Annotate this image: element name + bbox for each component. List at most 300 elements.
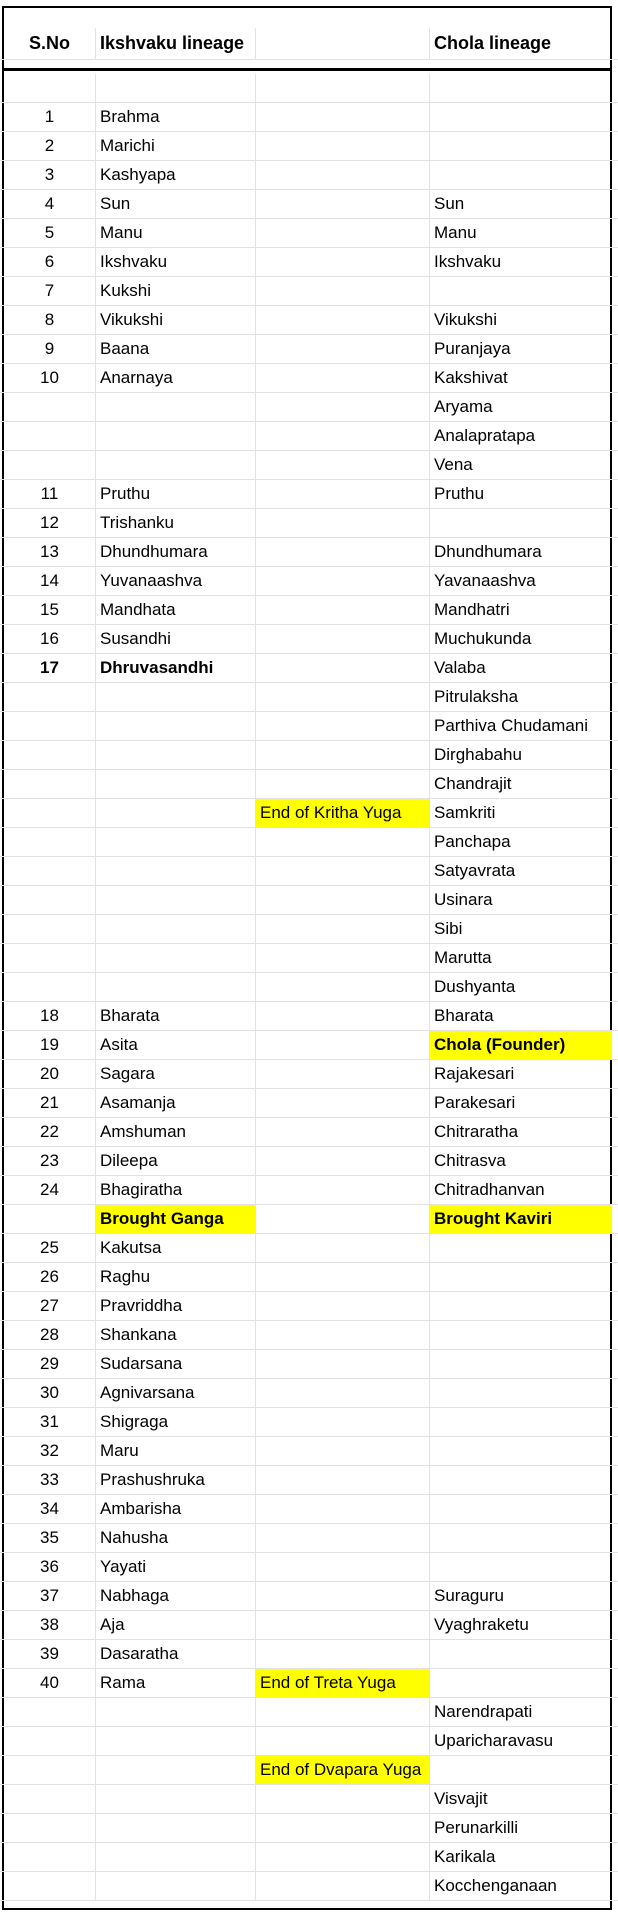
cell-chola[interactable] xyxy=(430,1408,612,1436)
table-row xyxy=(0,567,618,596)
table-row xyxy=(0,857,618,886)
cell-note[interactable] xyxy=(256,1727,430,1755)
cell-ikshvaku[interactable]: Sagara xyxy=(96,1060,256,1088)
table-row xyxy=(0,1437,618,1466)
cell-sno[interactable]: 31 xyxy=(4,1408,96,1436)
cell-chola[interactable] xyxy=(430,1234,612,1262)
cell-note[interactable] xyxy=(256,132,430,160)
cell-note[interactable] xyxy=(256,1640,430,1668)
cell-note[interactable] xyxy=(256,857,430,885)
cell-chola[interactable]: Analapratapa xyxy=(434,426,536,445)
cell-chola[interactable]: Vikukshi xyxy=(434,310,497,329)
cell-chola[interactable]: Satyavrata xyxy=(434,861,516,880)
cell-ikshvaku[interactable]: Kakutsa xyxy=(96,1234,256,1262)
cell-ikshvaku[interactable]: Brahma xyxy=(96,103,256,131)
cell-sno[interactable]: 30 xyxy=(4,1379,96,1407)
cell-note[interactable] xyxy=(256,1553,430,1581)
cell-note[interactable] xyxy=(256,915,430,943)
table-row xyxy=(0,1350,618,1379)
table-row xyxy=(0,1698,618,1727)
cell-sno[interactable]: 35 xyxy=(4,1524,96,1552)
cell-note[interactable] xyxy=(256,1350,430,1378)
cell-chola[interactable]: Ikshvaku xyxy=(434,252,502,271)
cell-note[interactable]: End of Dvapara Yuga xyxy=(256,1756,430,1784)
cell-sno[interactable] xyxy=(4,1814,96,1842)
cell-ikshvaku[interactable] xyxy=(96,915,256,943)
cell-sno[interactable]: 40 xyxy=(4,1669,96,1697)
cell-ikshvaku[interactable] xyxy=(96,973,256,1001)
cell-note[interactable] xyxy=(256,1872,430,1900)
cell-note[interactable] xyxy=(256,190,430,218)
table-row xyxy=(0,1205,618,1234)
cell-note[interactable] xyxy=(256,625,430,653)
table-row xyxy=(0,1611,618,1640)
cell-ikshvaku[interactable] xyxy=(96,451,256,479)
cell-ikshvaku[interactable] xyxy=(96,1756,256,1784)
cell-chola[interactable]: Kocchenganaan xyxy=(434,1876,557,1895)
cell-sno[interactable] xyxy=(4,1872,96,1900)
cell-ikshvaku[interactable]: Dileepa xyxy=(96,1147,256,1175)
table-row xyxy=(0,1234,618,1263)
cell-chola[interactable] xyxy=(430,1321,612,1349)
cell-sno[interactable]: 33 xyxy=(4,1466,96,1494)
cell-note[interactable] xyxy=(256,248,430,276)
cell-ikshvaku[interactable] xyxy=(96,1698,256,1726)
cell-note[interactable] xyxy=(256,654,430,682)
cell-sno[interactable] xyxy=(4,973,96,1001)
cell-note[interactable] xyxy=(256,828,430,856)
table-row xyxy=(0,335,618,364)
cell-ikshvaku[interactable] xyxy=(96,741,256,769)
cell-chola[interactable]: Karikala xyxy=(434,1847,496,1866)
cell-ikshvaku[interactable] xyxy=(96,74,256,102)
table-row xyxy=(0,1756,618,1785)
cell-note[interactable] xyxy=(256,944,430,972)
cell-sno[interactable] xyxy=(4,1785,96,1813)
cell-chola[interactable]: Aryama xyxy=(434,397,493,416)
table-row xyxy=(0,1379,618,1408)
cell-note[interactable] xyxy=(256,306,430,334)
cell-note[interactable]: End of Treta Yuga xyxy=(256,1669,430,1697)
cell-note[interactable] xyxy=(256,741,430,769)
cell-sno[interactable]: 16 xyxy=(4,625,96,653)
cell-chola[interactable]: Chola (Founder) xyxy=(430,1031,612,1059)
cell-sno[interactable] xyxy=(4,422,96,450)
table-row xyxy=(0,364,618,393)
header-sno[interactable]: S.No xyxy=(4,28,96,59)
cell-sno[interactable]: 18 xyxy=(4,1002,96,1030)
cell-note[interactable] xyxy=(256,1495,430,1523)
table-row xyxy=(0,1640,618,1669)
cell-chola[interactable]: Sun xyxy=(434,194,465,213)
cell-chola[interactable]: Yavanaashva xyxy=(434,571,536,590)
cell-ikshvaku[interactable] xyxy=(96,712,256,740)
cell-ikshvaku[interactable]: Sudarsana xyxy=(96,1350,256,1378)
cell-sno[interactable] xyxy=(4,741,96,769)
cell-ikshvaku[interactable]: Shigraga xyxy=(96,1408,256,1436)
cell-sno[interactable]: 25 xyxy=(4,1234,96,1262)
cell-ikshvaku[interactable]: Raghu xyxy=(96,1263,256,1291)
cell-note[interactable] xyxy=(256,161,430,189)
cell-chola[interactable]: Suraguru xyxy=(434,1586,504,1605)
cell-ikshvaku[interactable] xyxy=(96,944,256,972)
table-row xyxy=(0,828,618,857)
cell-chola[interactable]: Muchukunda xyxy=(434,629,532,648)
cell-chola[interactable] xyxy=(430,1553,612,1581)
cell-note[interactable] xyxy=(256,538,430,566)
cell-sno[interactable] xyxy=(4,886,96,914)
table-row xyxy=(0,770,618,799)
cell-note[interactable] xyxy=(256,219,430,247)
cell-sno[interactable] xyxy=(4,944,96,972)
cell-ikshvaku[interactable]: Mandhata xyxy=(96,596,256,624)
cell-chola[interactable]: Brought Kaviri xyxy=(430,1205,612,1233)
cell-chola[interactable]: Chitrasva xyxy=(434,1151,506,1170)
header-ikshvaku-lineage[interactable]: Ikshvaku lineage xyxy=(96,28,256,59)
cell-ikshvaku[interactable]: Asita xyxy=(96,1031,256,1059)
cell-chola[interactable]: Visvajit xyxy=(434,1789,488,1808)
cell-chola[interactable] xyxy=(430,1640,612,1668)
table-row xyxy=(0,1321,618,1350)
cell-note[interactable] xyxy=(256,422,430,450)
cell-ikshvaku[interactable]: Pruthu xyxy=(96,480,256,508)
table-row xyxy=(0,1872,618,1901)
cell-note[interactable] xyxy=(256,1785,430,1813)
table-row xyxy=(0,1466,618,1495)
cell-note[interactable] xyxy=(256,509,430,537)
cell-sno[interactable]: 2 xyxy=(4,132,96,160)
cell-sno[interactable] xyxy=(4,857,96,885)
cell-ikshvaku[interactable] xyxy=(96,1785,256,1813)
cell-sno[interactable] xyxy=(4,799,96,827)
cell-chola[interactable]: Manu xyxy=(434,223,477,242)
table-row xyxy=(0,1176,618,1205)
cell-chola[interactable]: Dhundhumara xyxy=(434,542,542,561)
cell-chola[interactable] xyxy=(430,1466,612,1494)
cell-note[interactable] xyxy=(256,1611,430,1639)
cell-note[interactable] xyxy=(256,1031,430,1059)
table-row xyxy=(0,1727,618,1756)
cell-note[interactable] xyxy=(256,886,430,914)
cell-sno[interactable]: 3 xyxy=(4,161,96,189)
cell-chola[interactable]: Sibi xyxy=(434,919,463,938)
cell-chola[interactable] xyxy=(430,1524,612,1552)
cell-chola[interactable] xyxy=(430,277,612,305)
table-row xyxy=(0,1524,618,1553)
cell-sno[interactable] xyxy=(4,451,96,479)
table-row xyxy=(0,973,618,1002)
cell-sno[interactable] xyxy=(4,74,96,102)
cell-note[interactable] xyxy=(256,1118,430,1146)
cell-chola[interactable]: Narendrapati xyxy=(434,1702,533,1721)
cell-sno[interactable] xyxy=(4,393,96,421)
cell-ikshvaku[interactable]: Nabhaga xyxy=(96,1582,256,1610)
header-middle[interactable] xyxy=(256,28,430,59)
cell-note[interactable] xyxy=(256,1843,430,1871)
cell-chola[interactable] xyxy=(430,1379,612,1407)
cell-sno[interactable] xyxy=(4,770,96,798)
cell-chola[interactable]: Marutta xyxy=(434,948,492,967)
cell-sno[interactable] xyxy=(4,712,96,740)
cell-sno[interactable]: 4 xyxy=(4,190,96,218)
cell-note[interactable] xyxy=(256,1089,430,1117)
cell-chola[interactable]: Uparicharavasu xyxy=(434,1731,554,1750)
cell-ikshvaku[interactable]: Maru xyxy=(96,1437,256,1465)
cell-ikshvaku[interactable]: Bhagiratha xyxy=(96,1176,256,1204)
cell-chola[interactable]: Pruthu xyxy=(434,484,485,503)
cell-ikshvaku[interactable]: Baana xyxy=(96,335,256,363)
cell-note[interactable] xyxy=(256,480,430,508)
cell-sno[interactable]: 10 xyxy=(4,364,96,392)
cell-ikshvaku[interactable]: Dasaratha xyxy=(96,1640,256,1668)
table-row xyxy=(0,74,618,103)
cell-chola[interactable]: Samkriti xyxy=(434,803,496,822)
table-row xyxy=(0,248,618,277)
cell-sno[interactable]: 28 xyxy=(4,1321,96,1349)
cell-chola[interactable] xyxy=(430,161,612,189)
cell-ikshvaku[interactable]: Agnivarsana xyxy=(96,1379,256,1407)
cell-note[interactable] xyxy=(256,712,430,740)
cell-sno[interactable]: 8 xyxy=(4,306,96,334)
cell-ikshvaku[interactable] xyxy=(96,857,256,885)
cell-ikshvaku[interactable]: Vikukshi xyxy=(96,306,256,334)
cell-ikshvaku[interactable]: Anarnaya xyxy=(96,364,256,392)
cell-chola[interactable]: Usinara xyxy=(434,890,493,909)
header-divider xyxy=(4,68,610,71)
cell-sno[interactable] xyxy=(4,828,96,856)
cell-note[interactable] xyxy=(256,451,430,479)
cell-ikshvaku[interactable]: Bharata xyxy=(96,1002,256,1030)
cell-sno[interactable]: 14 xyxy=(4,567,96,595)
cell-sno[interactable]: 1 xyxy=(4,103,96,131)
cell-ikshvaku[interactable]: Dhundhumara xyxy=(96,538,256,566)
cell-ikshvaku[interactable]: Manu xyxy=(96,219,256,247)
cell-chola[interactable]: Kakshivat xyxy=(434,368,508,387)
table-row xyxy=(0,1669,618,1698)
cell-note[interactable]: End of Kritha Yuga xyxy=(256,799,430,827)
table-row xyxy=(0,1089,618,1118)
cell-ikshvaku[interactable] xyxy=(96,1872,256,1900)
cell-sno[interactable]: 39 xyxy=(4,1640,96,1668)
table-row xyxy=(0,1118,618,1147)
cell-note[interactable] xyxy=(256,1321,430,1349)
table-row xyxy=(0,1495,618,1524)
cell-sno[interactable]: 21 xyxy=(4,1089,96,1117)
cell-sno[interactable]: 20 xyxy=(4,1060,96,1088)
cell-note[interactable] xyxy=(256,1524,430,1552)
cell-sno[interactable]: 19 xyxy=(4,1031,96,1059)
cell-sno[interactable]: 17 xyxy=(4,654,96,682)
cell-ikshvaku[interactable]: Trishanku xyxy=(96,509,256,537)
cell-note[interactable] xyxy=(256,335,430,363)
cell-chola[interactable]: Dushyanta xyxy=(434,977,516,996)
cell-chola[interactable]: Dirghabahu xyxy=(434,745,522,764)
cell-ikshvaku[interactable]: Kashyapa xyxy=(96,161,256,189)
cell-note[interactable] xyxy=(256,683,430,711)
cell-chola[interactable] xyxy=(430,1495,612,1523)
cell-chola[interactable] xyxy=(430,132,612,160)
cell-sno[interactable]: 37 xyxy=(4,1582,96,1610)
cell-ikshvaku[interactable]: Amshuman xyxy=(96,1118,256,1146)
table-row xyxy=(0,480,618,509)
cell-ikshvaku[interactable]: Yayati xyxy=(96,1553,256,1581)
cell-ikshvaku[interactable]: Prashushruka xyxy=(96,1466,256,1494)
cell-note[interactable] xyxy=(256,1060,430,1088)
cell-chola[interactable] xyxy=(430,1263,612,1291)
cell-chola[interactable] xyxy=(430,1292,612,1320)
table-row xyxy=(0,161,618,190)
cell-note[interactable] xyxy=(256,596,430,624)
cell-ikshvaku[interactable] xyxy=(96,799,256,827)
cell-sno[interactable]: 26 xyxy=(4,1263,96,1291)
cell-ikshvaku[interactable] xyxy=(96,1843,256,1871)
cell-ikshvaku[interactable]: Kukshi xyxy=(96,277,256,305)
cell-sno[interactable] xyxy=(4,1698,96,1726)
cell-ikshvaku[interactable]: Dhruvasandhi xyxy=(96,654,256,682)
cell-sno[interactable] xyxy=(4,915,96,943)
table-row xyxy=(0,1553,618,1582)
cell-note[interactable] xyxy=(256,1408,430,1436)
cell-ikshvaku[interactable]: Asamanja xyxy=(96,1089,256,1117)
cell-sno[interactable]: 12 xyxy=(4,509,96,537)
cell-note[interactable] xyxy=(256,1205,430,1233)
cell-ikshvaku[interactable]: Sun xyxy=(96,190,256,218)
cell-ikshvaku[interactable]: Marichi xyxy=(96,132,256,160)
cell-sno[interactable]: 7 xyxy=(4,277,96,305)
cell-ikshvaku[interactable] xyxy=(96,683,256,711)
cell-ikshvaku[interactable]: Aja xyxy=(96,1611,256,1639)
cell-sno[interactable] xyxy=(4,683,96,711)
cell-chola[interactable]: Vena xyxy=(434,455,473,474)
cell-ikshvaku[interactable] xyxy=(96,1727,256,1755)
cell-ikshvaku[interactable]: Nahusha xyxy=(96,1524,256,1552)
cell-ikshvaku[interactable]: Pravriddha xyxy=(96,1292,256,1320)
cell-note[interactable] xyxy=(256,1814,430,1842)
cell-note[interactable] xyxy=(256,770,430,798)
cell-ikshvaku[interactable] xyxy=(96,828,256,856)
table-row xyxy=(0,1582,618,1611)
cell-sno[interactable]: 29 xyxy=(4,1350,96,1378)
table-row xyxy=(0,915,618,944)
cell-note[interactable] xyxy=(256,1234,430,1262)
cell-chola[interactable]: Parakesari xyxy=(434,1093,516,1112)
cell-note[interactable] xyxy=(256,1379,430,1407)
cell-sno[interactable] xyxy=(4,1843,96,1871)
cell-note[interactable] xyxy=(256,973,430,1001)
cell-sno[interactable]: 5 xyxy=(4,219,96,247)
header-chola-lineage[interactable]: Chola lineage xyxy=(434,33,552,53)
cell-chola[interactable]: Parthiva Chudamani xyxy=(434,716,589,735)
cell-note[interactable] xyxy=(256,1437,430,1465)
cell-note[interactable] xyxy=(256,393,430,421)
cell-note[interactable] xyxy=(256,1698,430,1726)
table-row xyxy=(0,422,618,451)
cell-sno[interactable] xyxy=(4,1727,96,1755)
table-row xyxy=(0,538,618,567)
cell-ikshvaku[interactable]: Shankana xyxy=(96,1321,256,1349)
table-row xyxy=(0,596,618,625)
cell-chola[interactable]: Mandhatri xyxy=(434,600,510,619)
cell-chola[interactable] xyxy=(430,74,612,102)
cell-chola[interactable] xyxy=(430,103,612,131)
cell-note[interactable] xyxy=(256,364,430,392)
cell-ikshvaku[interactable] xyxy=(96,1814,256,1842)
table-row xyxy=(0,886,618,915)
cell-sno[interactable]: 32 xyxy=(4,1437,96,1465)
cell-note[interactable] xyxy=(256,1147,430,1175)
cell-sno[interactable]: 13 xyxy=(4,538,96,566)
cell-sno[interactable] xyxy=(4,1756,96,1784)
cell-sno[interactable]: 34 xyxy=(4,1495,96,1523)
cell-ikshvaku[interactable] xyxy=(96,770,256,798)
cell-note[interactable] xyxy=(256,1263,430,1291)
cell-note[interactable] xyxy=(256,567,430,595)
cell-chola[interactable] xyxy=(430,1437,612,1465)
cell-note[interactable] xyxy=(256,1466,430,1494)
cell-chola[interactable]: Rajakesari xyxy=(434,1064,515,1083)
cell-note[interactable] xyxy=(256,1176,430,1204)
cell-chola[interactable]: Chitradhanvan xyxy=(434,1180,545,1199)
cell-note[interactable] xyxy=(256,277,430,305)
cell-chola[interactable]: Chitraratha xyxy=(434,1122,519,1141)
cell-chola[interactable] xyxy=(430,509,612,537)
cell-ikshvaku[interactable]: Ikshvaku xyxy=(96,248,256,276)
cell-sno[interactable]: 27 xyxy=(4,1292,96,1320)
cell-sno[interactable]: 23 xyxy=(4,1147,96,1175)
cell-chola[interactable]: Puranjaya xyxy=(434,339,511,358)
cell-sno[interactable]: 11 xyxy=(4,480,96,508)
cell-chola[interactable]: Bharata xyxy=(434,1006,494,1025)
table-row xyxy=(0,306,618,335)
cell-chola[interactable]: Chandrajit xyxy=(434,774,512,793)
cell-ikshvaku[interactable]: Brought Ganga xyxy=(96,1205,256,1233)
cell-note[interactable] xyxy=(256,103,430,131)
cell-ikshvaku[interactable]: Ambarisha xyxy=(96,1495,256,1523)
table-row xyxy=(0,103,618,132)
cell-sno[interactable] xyxy=(4,1205,96,1233)
cell-ikshvaku[interactable] xyxy=(96,886,256,914)
cell-chola[interactable]: Perunarkilli xyxy=(434,1818,519,1837)
cell-sno[interactable]: 22 xyxy=(4,1118,96,1146)
cell-ikshvaku[interactable] xyxy=(96,393,256,421)
cell-sno[interactable]: 9 xyxy=(4,335,96,363)
cell-chola[interactable] xyxy=(430,1669,612,1697)
cell-note[interactable] xyxy=(256,1002,430,1030)
cell-sno[interactable]: 15 xyxy=(4,596,96,624)
cell-note[interactable] xyxy=(256,74,430,102)
cell-sno[interactable]: 6 xyxy=(4,248,96,276)
cell-sno[interactable]: 36 xyxy=(4,1553,96,1581)
cell-chola[interactable]: Valaba xyxy=(434,658,486,677)
cell-chola[interactable]: Vyaghraketu xyxy=(434,1615,529,1634)
cell-note[interactable] xyxy=(256,1582,430,1610)
cell-chola[interactable]: Panchapa xyxy=(434,832,511,851)
table-row xyxy=(0,190,618,219)
table-row xyxy=(0,219,618,248)
cell-chola[interactable] xyxy=(430,1756,612,1784)
cell-sno[interactable]: 38 xyxy=(4,1611,96,1639)
cell-ikshvaku[interactable] xyxy=(96,422,256,450)
cell-ikshvaku[interactable]: Susandhi xyxy=(96,625,256,653)
cell-sno[interactable]: 24 xyxy=(4,1176,96,1204)
cell-note[interactable] xyxy=(256,1292,430,1320)
header-row xyxy=(0,28,618,60)
cell-chola[interactable] xyxy=(430,1350,612,1378)
table-row xyxy=(0,1408,618,1437)
cell-ikshvaku[interactable]: Rama xyxy=(96,1669,256,1697)
cell-chola[interactable]: Pitrulaksha xyxy=(434,687,519,706)
cell-ikshvaku[interactable]: Yuvanaashva xyxy=(96,567,256,595)
